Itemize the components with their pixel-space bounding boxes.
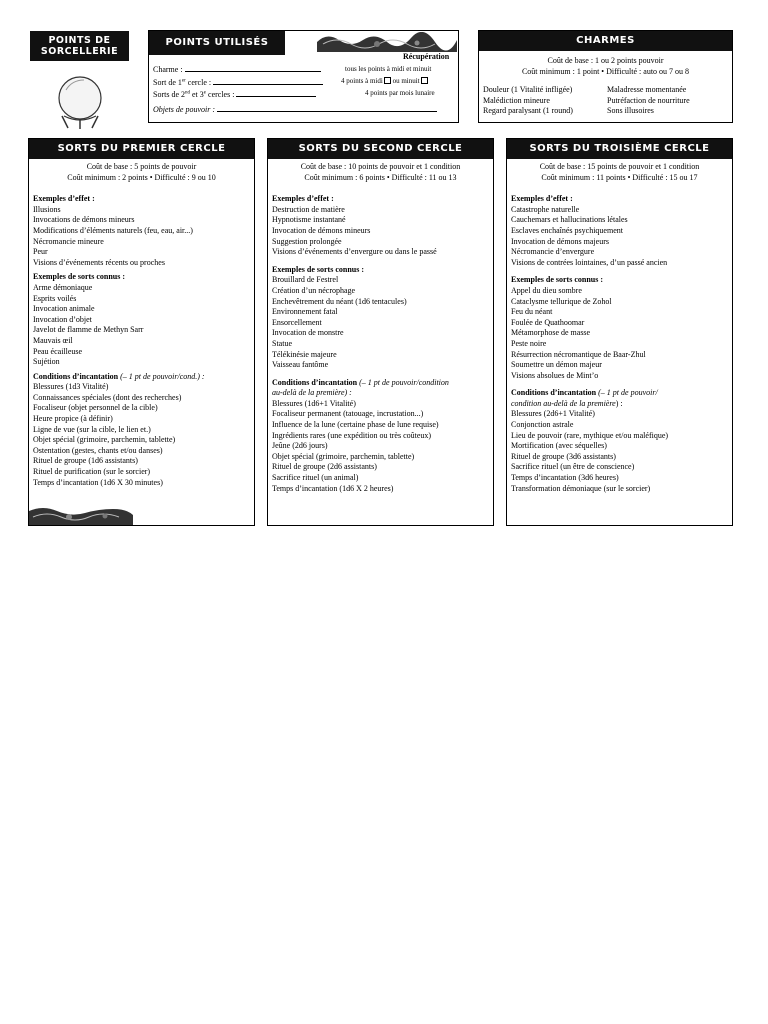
cercle3-effets-title: Exemples d’effet : <box>511 194 573 204</box>
cercle3-cond-note-2: condition au-delà de la première) : <box>511 398 623 408</box>
list-item: Création d’un nécrophage <box>272 285 356 295</box>
list-item: Visions absolues de Mint’o <box>511 370 599 380</box>
charme-recovery: tous les points à midi et minuit <box>345 65 432 73</box>
objets-row <box>153 104 437 115</box>
list-item: Foulée de Quathoomar <box>511 317 585 327</box>
charmes-min: Coût minimum : 1 point • Difficulté : auto ou 7 ou 8 <box>521 66 690 76</box>
list-item: Blessures (2d6+1 Vitalité) <box>511 409 595 419</box>
ornament-icon <box>317 32 457 52</box>
list-item: Transformation démoniaque (sur le sorcier) <box>511 483 651 493</box>
list-item: Invocation animale <box>33 304 95 314</box>
list-item: Lieu de pouvoir (rare, mythique et/ou maléfique) <box>511 430 669 440</box>
list-item: Peste noire <box>511 338 547 348</box>
list-item: Feu du néant <box>511 307 553 317</box>
list-item: Cauchemars et hallucinations létales <box>511 215 628 225</box>
list-item: Ostentation (gestes, chants et/ou danses) <box>33 445 163 455</box>
list-item: Focaliseur (objet personnel de la cible) <box>33 403 158 413</box>
list-item: Sujétion <box>33 357 60 367</box>
list-item: Peur <box>33 247 48 257</box>
list-item: Nécromancie mineure <box>33 236 104 246</box>
troisieme-cercle-box <box>506 138 733 526</box>
list-item: Putréfaction de nourriture <box>607 95 690 105</box>
charmes-list <box>479 85 732 117</box>
list-item: Blessures (1d3 Vitalité) <box>33 382 109 392</box>
sort23-label: Sorts de 2nd et 3e cercles : <box>153 89 235 99</box>
list-item: Destruction de matière <box>272 204 345 214</box>
list-item: Cataclysme tellurique de Zohol <box>511 296 612 306</box>
list-item: Télékinésie majeure <box>272 349 337 359</box>
list-item: Blessures (1d6+1 Vitalité) <box>272 398 356 408</box>
cercle1-effets-title: Exemples d’effet : <box>33 194 95 204</box>
list-item: Rituel de purification (sur le sorcier) <box>33 467 151 477</box>
premier-cercle-box <box>28 138 255 526</box>
cercle2-cond-title-row: Conditions d’incantation (– 1 pt de pouvoir/condition <box>272 377 449 387</box>
cercle2-cost: Coût de base : 10 points de pouvoir et 1 condition <box>300 162 461 171</box>
ornament-icon <box>29 505 133 525</box>
second-cercle-box <box>267 138 494 526</box>
list-item: Influence de la lune (certaine phase de lune requise) <box>272 420 439 430</box>
objets-field[interactable] <box>217 104 437 112</box>
cercle2-connus-title: Exemples de sorts connus : <box>272 264 365 274</box>
list-item: Modifications d’éléments naturels (feu, eau, air...) <box>33 225 193 235</box>
charmes-cost: Coût de base : 1 ou 2 points pouvoir <box>547 56 664 65</box>
list-item: Métamorphose de masse <box>511 328 591 338</box>
list-item: Esclaves enchaînés psychiquement <box>511 225 623 235</box>
cercle2-cond-note-2: au-delà de la première) : <box>272 388 352 398</box>
sort1-label: Sort de 1er cercle : <box>153 77 212 87</box>
list-item: Nécromancie d’envergure <box>511 247 595 257</box>
list-item: Suggestion prolongée <box>272 236 342 246</box>
points-header: POINTS UTILISÉS <box>149 31 285 55</box>
list-item: Focaliseur permanent (tatouage, incrustation...) <box>272 409 424 419</box>
cercle3-cost: Coût de base : 15 points de pouvoir et 1 condition <box>539 162 700 171</box>
recuperation-label: Récupération <box>403 52 450 61</box>
list-item: Maladresse momentanée <box>607 85 687 95</box>
cercle1-cond-title-row: Conditions d’incantation (– 1 pt de pouvoir/cond.) : <box>33 371 205 381</box>
charmes-list-left <box>483 85 607 117</box>
list-item: Invocations de démons mineurs <box>33 215 135 225</box>
list-item: Malédiction mineure <box>483 95 550 105</box>
list-item: Vaisseau fantôme <box>272 360 329 370</box>
list-item: Conjonction astrale <box>511 420 574 430</box>
charme-field[interactable] <box>185 64 321 72</box>
list-item: Ensorcellement <box>272 317 322 327</box>
second-cercle-header: SORTS DU SECOND CERCLE <box>268 139 493 159</box>
cercle3-cond-title-row: Conditions d’incantation (– 1 pt de pouvoir/ <box>511 388 658 398</box>
list-item: Environnement fatal <box>272 307 338 317</box>
sort1-row <box>153 76 323 88</box>
list-item: Objet spécial (grimoire, parchemin, tablette) <box>272 451 415 461</box>
charmes-header: CHARMES <box>479 31 732 51</box>
sort23-recovery: 4 points par mois lunaire <box>365 89 435 97</box>
list-item: Arme démoniaque <box>33 282 93 292</box>
list-item: Esprits voilés <box>33 293 77 303</box>
list-item: Ingrédients rares (une expédition ou très coûteux) <box>272 430 432 440</box>
list-item: Javelot de flamme de Methyn Sarr <box>33 325 144 335</box>
cercle2-body <box>268 183 493 494</box>
list-item: Mauvais œil <box>33 335 73 345</box>
list-item: Temps d’incantation (1d6 X 2 heures) <box>272 483 394 493</box>
list-item: Rituel de groupe (2d6 assistants) <box>272 462 377 472</box>
charme-label: Charme : <box>153 65 183 74</box>
midi-checkbox[interactable] <box>384 77 391 84</box>
points-utilises-box <box>148 30 459 123</box>
sort1-field[interactable] <box>213 77 323 85</box>
list-item: Invocation de démons mineurs <box>272 225 371 235</box>
charmes-box <box>478 30 733 123</box>
charme-row <box>153 64 321 75</box>
list-item: Illusions <box>33 204 61 214</box>
list-item: Hypnotisme instantané <box>272 215 346 225</box>
sort23-field[interactable] <box>236 89 316 97</box>
list-item: Mortification (avec séquelles) <box>511 441 607 451</box>
objets-label: Objets de pouvoir : <box>153 105 215 114</box>
title-line-2: SORCELLERIE <box>40 46 119 57</box>
list-item: Heure propice (à définir) <box>33 414 113 424</box>
list-item: Connaissances spéciales (dont des recherches) <box>33 392 182 402</box>
cercle2-min: Coût minimum : 6 points • Difficulté : 11 ou 13 <box>304 172 457 182</box>
list-item: Résurrection nécromantique de Baar-Zhul <box>511 349 646 359</box>
sort1-recovery: 4 points à midi ou minuit <box>341 76 428 86</box>
title-line-1: POINTS DE <box>48 35 111 46</box>
cercle3-min: Coût minimum : 11 points • Difficulté : 15 ou 17 <box>541 172 698 182</box>
list-item: Rituel de groupe (3d6 assistants) <box>511 451 616 461</box>
list-item: Peau écailleuse <box>33 346 83 356</box>
cercle1-min: Coût minimum : 2 points • Difficulté : 9 ou 10 <box>67 172 216 182</box>
list-item: Objet spécial (grimoire, parchemin, tablette) <box>33 435 176 445</box>
list-item: Visions d’événements d’envergure ou dans le passé <box>272 247 437 257</box>
premier-cercle-header: SORTS DU PREMIER CERCLE <box>29 139 254 159</box>
minuit-checkbox[interactable] <box>421 77 428 84</box>
list-item: Enchevêtrement du néant (1d6 tentacules) <box>272 296 407 306</box>
list-item: Soumettre un démon majeur <box>511 360 602 370</box>
cercle1-connus-title: Exemples de sorts connus : <box>33 272 126 282</box>
crystal-ball-icon <box>52 72 108 130</box>
list-item: Temps d’incantation (3d6 heures) <box>511 473 619 483</box>
list-item: Visions de contrées lointaines, d’un passé ancien <box>511 257 668 267</box>
list-item: Temps d’incantation (1d6 X 30 minutes) <box>33 477 163 487</box>
cercle2-effets-title: Exemples d’effet : <box>272 194 334 204</box>
cercle3-body <box>507 183 732 494</box>
list-item: Ligne de vue (sur la cible, le lien et.) <box>33 424 151 434</box>
list-item: Brouillard de Festrel <box>272 275 339 285</box>
cercle1-cost: Coût de base : 5 points de pouvoir <box>86 162 197 171</box>
list-item: Sons illusoires <box>607 106 654 116</box>
list-item: Invocation d’objet <box>33 314 92 324</box>
list-item: Invocation de démons majeurs <box>511 236 609 246</box>
cercle3-connus-title: Exemples de sorts connus : <box>511 275 604 285</box>
list-item: Sacrifice rituel (un animal) <box>272 473 359 483</box>
charmes-list-right <box>607 85 690 117</box>
page-title <box>30 31 129 61</box>
list-item: Invocation de monstre <box>272 328 344 338</box>
list-item: Douleur (1 Vitalité infligée) <box>483 85 573 95</box>
list-item: Statue <box>272 338 292 348</box>
list-item: Catastrophe naturelle <box>511 204 580 214</box>
list-item: Appel du dieu sombre <box>511 285 582 295</box>
list-item: Visions d’événements récents ou proches <box>33 257 165 267</box>
troisieme-cercle-header: SORTS DU TROISIÈME CERCLE <box>507 139 732 159</box>
list-item: Sacrifice rituel (un être de conscience) <box>511 462 635 472</box>
list-item: Jeûne (2d6 jours) <box>272 441 328 451</box>
list-item: Rituel de groupe (1d6 assistants) <box>33 456 138 466</box>
sort23-row <box>153 88 316 100</box>
cercle1-body <box>29 183 254 488</box>
title-block <box>30 31 129 61</box>
list-item: Regard paralysant (1 round) <box>483 106 573 116</box>
